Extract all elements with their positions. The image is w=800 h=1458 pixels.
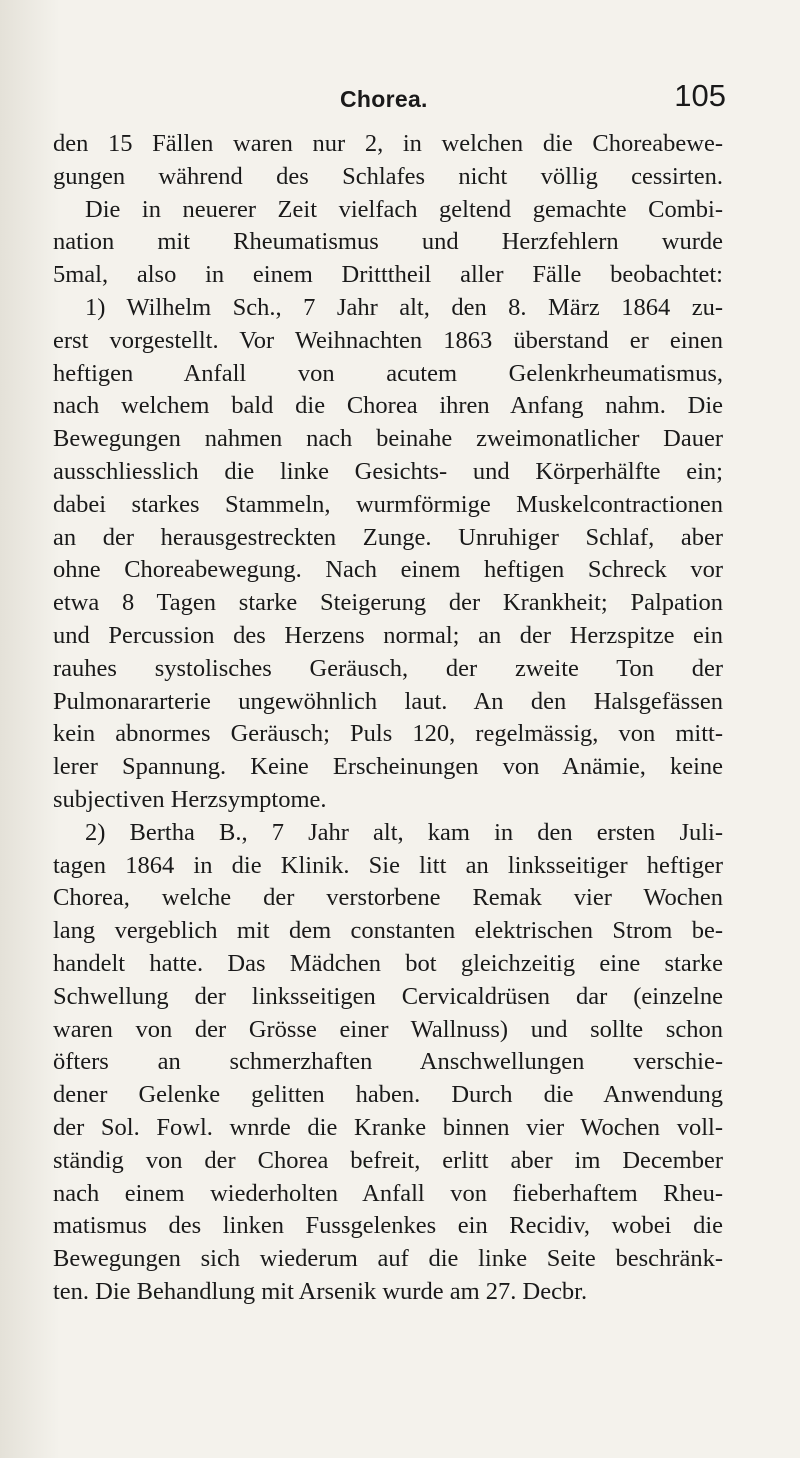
text-line: an der herausgestreckten Zunge. Unruhiger Schlaf, aber (53, 523, 723, 551)
text-line: 2) Bertha B., 7 Jahr alt, kam in den ersten Juli- (85, 818, 723, 846)
text-line: rauhes systolisches Geräusch, der zweite Ton der (53, 654, 723, 682)
page-header (0, 78, 800, 118)
text-line: nach welchem bald die Chorea ihren Anfang nahm. Die (53, 392, 723, 420)
text-line: handelt hatte. Das Mädchen bot gleichzeitig eine starke (53, 949, 723, 977)
text-line: tagen 1864 in die Klinik. Sie litt an linksseitiger heftiger (53, 851, 723, 879)
text-line: der Sol. Fowl. wnrde die Kranke binnen vier Wochen voll- (53, 1113, 723, 1141)
text-line: etwa 8 Tagen starke Steigerung der Krankheit; Palpation (53, 589, 723, 617)
text-line: Bewegungen sich wiederum auf die linke Seite beschränk- (53, 1245, 723, 1273)
text-line: matismus des linken Fussgelenkes ein Recidiv, wobei die (53, 1212, 723, 1240)
text-line: waren von der Grösse einer Wallnuss) und sollte schon (53, 1015, 723, 1043)
text-line: heftigen Anfall von acutem Gelenkrheumatismus, (53, 359, 723, 387)
text-line: Bewegungen nahmen nach beinahe zweimonatlicher Dauer (53, 425, 723, 453)
text-line: nach einem wiederholten Anfall von fieberhaftem Rheu- (53, 1179, 723, 1207)
running-title: Chorea. (340, 86, 428, 112)
text-line: Chorea, welche der verstorbene Remak vier Wochen (53, 884, 723, 912)
text-line: ausschliesslich die linke Gesichts- und Körperhälfte ein; (53, 457, 723, 485)
text-line: lerer Spannung. Keine Erscheinungen von Anämie, keine (53, 753, 723, 781)
page-edge-shadow (0, 0, 60, 1458)
body-text (53, 128, 723, 1309)
text-line: kein abnormes Geräusch; Puls 120, regelmässig, von mitt- (53, 720, 723, 748)
text-line: 1) Wilhelm Sch., 7 Jahr alt, den 8. März 1864 zu- (85, 293, 723, 321)
text-line: Schwellung der linksseitigen Cervicaldrüsen dar (einzelne (53, 982, 723, 1010)
text-line: ten. Die Behandlung mit Arsenik wurde am 27. Decbr. (53, 1277, 588, 1305)
text-line: subjectiven Herzsymptome. (53, 785, 327, 813)
text-line: ohne Choreabewegung. Nach einem heftigen Schreck vor (53, 556, 723, 584)
text-line: öfters an schmerzhaften Anschwellungen verschie- (53, 1048, 723, 1076)
text-line: und Percussion des Herzens normal; an der Herzspitze ein (53, 621, 723, 649)
text-line: erst vorgestellt. Vor Weihnachten 1863 überstand er einen (53, 326, 723, 354)
text-line: dabei starkes Stammeln, wurmförmige Muskelcontractionen (53, 490, 723, 518)
text-line: ständig von der Chorea befreit, erlitt aber im December (53, 1146, 723, 1174)
page-number: 105 (674, 78, 726, 113)
text-line: den 15 Fällen waren nur 2, in welchen die Choreabewe- (53, 130, 723, 157)
text-line: Pulmonararterie ungewöhnlich laut. An den Halsgefässen (53, 687, 723, 715)
text-line: Die in neuerer Zeit vielfach geltend gemachte Combi- (85, 195, 723, 223)
text-line: 5mal, also in einem Dritttheil aller Fälle beobachtet: (53, 261, 723, 289)
text-line: dener Gelenke gelitten haben. Durch die Anwendung (53, 1081, 723, 1109)
text-line: lang vergeblich mit dem constanten elektrischen Strom be- (53, 917, 723, 945)
text-line: gungen während des Schlafes nicht völlig cessirten. (53, 162, 723, 190)
text-line: nation mit Rheumatismus und Herzfehlern wurde (53, 228, 723, 256)
